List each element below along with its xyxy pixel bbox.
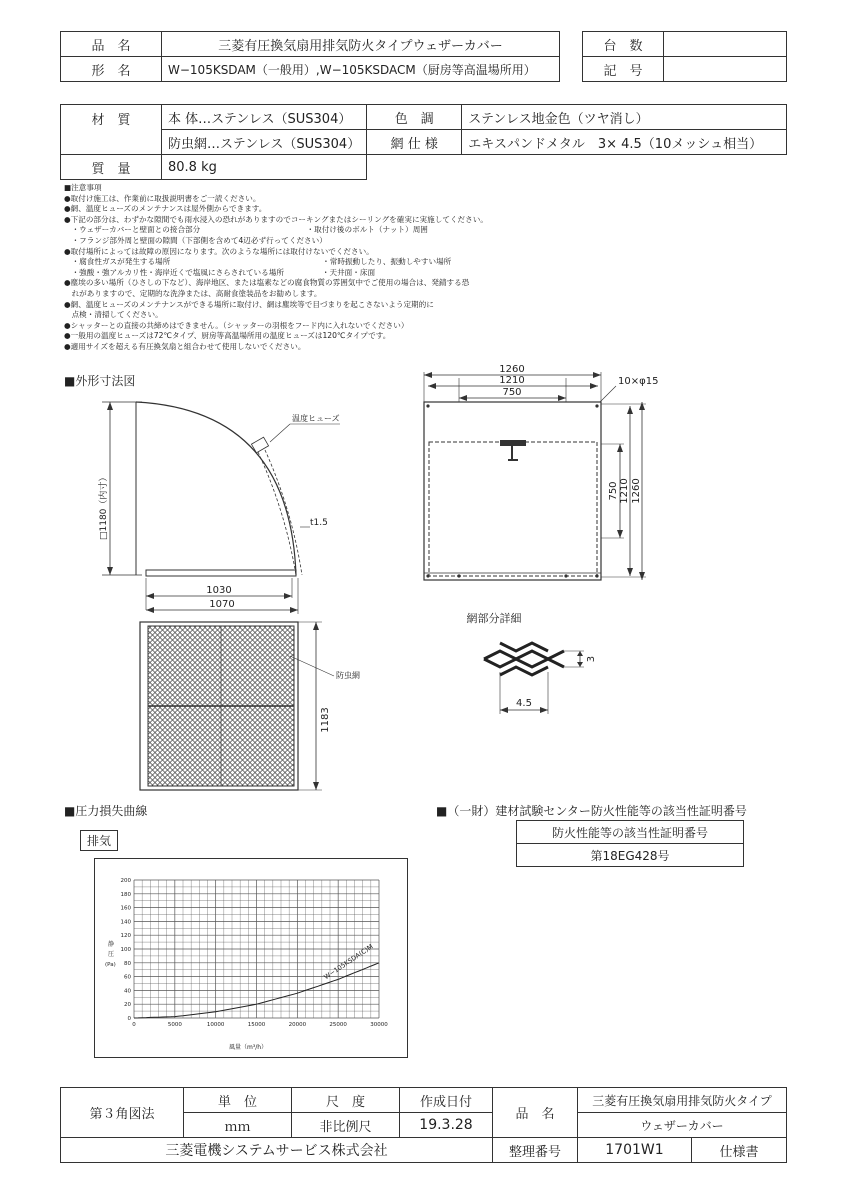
fuse-label: 温度ヒューズ	[292, 414, 340, 423]
note-line: ・フランジ部外周と壁面の隙間（下部側を含めて4辺必ず行ってください）	[64, 235, 327, 245]
xlabel: 風量（m³/h）	[229, 1044, 268, 1051]
units-label: 台 数	[583, 32, 664, 57]
front-dim-1260-top: 1260	[499, 364, 525, 375]
title-block	[60, 1087, 787, 1163]
note-line: ●取付場所によっては故障の原因になります。次のような場所には取付けないでください。	[64, 246, 374, 256]
side-view	[97, 402, 340, 614]
y-tick-label: 20	[124, 1002, 131, 1009]
front-dim-1210-top: 1210	[499, 375, 525, 386]
dimension-drawings	[0, 364, 848, 800]
date-label: 作成日付	[400, 1088, 493, 1113]
certificate-number: 第18EG428号	[517, 844, 744, 867]
x-tick-label: 15000	[247, 1022, 266, 1028]
note-line: ・腐食性ガスが発生する場所 ・常時振動したり、振動しやすい場所	[64, 257, 452, 267]
certificate-table	[516, 820, 744, 867]
front-view	[424, 364, 658, 580]
y-tick-label: 80	[124, 960, 131, 967]
note-line: ・ウェザーカバーと壁面との接合部分 ・取付け後のボルト（ナット）周囲	[64, 225, 428, 235]
x-tick-label: 10000	[206, 1022, 225, 1028]
note-line: ●網、温度ヒューズのメンテナンスは屋外側からできます。	[64, 204, 267, 214]
color-value: ステンレス地金色（ツヤ消し）	[462, 105, 787, 130]
y-tick-label: 100	[120, 947, 131, 953]
dim-1070: 1070	[209, 599, 235, 610]
exhaust-label: 排気	[80, 830, 118, 851]
mesh-dim-3: 3	[586, 655, 597, 663]
note-line: ●適用サイズを超える有圧換気扇と組合わせて使用しないでください。	[64, 341, 306, 351]
caution-notes	[64, 183, 784, 353]
thickness-label: t1.5	[310, 518, 328, 528]
y-tick-label: 180	[120, 891, 131, 898]
material-label: 材 質	[61, 105, 162, 155]
y-tick-label: 60	[124, 974, 131, 981]
note-line: ・強酸・強アルカリ性・海岸近くで塩風にさらされている場所 ・天井面・床面	[64, 267, 376, 277]
projection-method: 第３角図法	[61, 1088, 184, 1138]
doc-number-value: 1701W1	[578, 1138, 692, 1162]
chart-ticks	[121, 878, 389, 1028]
pressure-section-title: ■圧力損失曲線	[64, 804, 148, 818]
company-name: 三菱電機システムサービス株式会社	[61, 1138, 493, 1163]
y-tick-label: 40	[124, 988, 131, 995]
ylabel-2: 圧	[108, 951, 115, 958]
footer-name-label: 品 名	[493, 1088, 578, 1138]
units-value	[664, 32, 787, 57]
notes-heading: ■注意事項	[64, 183, 102, 192]
pressure-loss-chart	[94, 858, 408, 1058]
note-line: ●シャッターとの直接の共締めはできません。（シャッターの羽根をフード内に入れないでください）	[64, 320, 409, 330]
doc-number-label: 整理番号	[493, 1138, 578, 1163]
inner-dim-label: □1180（内寸）	[99, 472, 109, 540]
note-line: ●下記の部分は、わずかな隙間でも雨水浸入の恐れがありますのでコーキングまたはシーリングを確実に実施してください。	[64, 214, 488, 224]
specs-table	[60, 104, 787, 180]
bottom-view	[140, 622, 360, 790]
date-value: 19.3.28	[400, 1113, 493, 1138]
body-material: 本 体…ステンレス（SUS304）	[162, 105, 367, 130]
x-tick-label: 0	[132, 1022, 136, 1028]
mass-value: 80.8 kg	[162, 155, 367, 180]
product-label: 品 名	[61, 32, 162, 57]
product-value: 三菱有圧換気扇用排気防火タイプウェザーカバー	[162, 32, 560, 57]
note-line: ●塵埃の多い場所（ひさしの下など）、海岸地区、または塩素などの腐食物質の雰囲気中でご使用の場合は、発錆する恐	[64, 278, 470, 288]
doc-type: 仕様書	[719, 1144, 759, 1160]
ylabel-unit: (Pa)	[105, 962, 116, 968]
note-line: ●網、温度ヒューズのメンテナンスができる場所に取付け、網は塵埃等で目づまりを起こさないよう定期的に	[64, 299, 434, 309]
y-tick-label: 160	[120, 905, 131, 912]
front-dim-750-top: 750	[502, 387, 522, 398]
header-table	[60, 31, 560, 82]
model-value: W−105KSDAM（一般用）,W−105KSDACM（厨房等高温場所用）	[162, 57, 560, 82]
net-label: 防虫網	[336, 671, 360, 680]
x-tick-label: 20000	[288, 1022, 307, 1028]
y-tick-label: 0	[127, 1016, 131, 1022]
model-label: 形 名	[61, 57, 162, 82]
note-line: 点検・清掃してください。	[64, 310, 163, 320]
mesh-detail-title: 網部分詳細	[466, 612, 522, 625]
footer-name-value-1: 三菱有圧換気扇用排気防火タイプ	[578, 1088, 787, 1113]
mark-value	[664, 57, 787, 82]
dim-1183: 1183	[320, 707, 331, 733]
note-line: ●取付け施工は、作業前に取扱説明書をご一読ください。	[64, 193, 261, 203]
mesh-value: エキスパンドメタル 3× 4.5（10メッシュ相当）	[462, 130, 787, 155]
series-label: W−105KSDA(C)M	[322, 942, 375, 982]
chart-grid	[134, 880, 379, 1018]
front-dim-1260-side: 1260	[631, 478, 642, 504]
mark-label: 記 号	[583, 57, 664, 82]
x-tick-label: 5000	[167, 1022, 182, 1028]
y-tick-label: 120	[120, 933, 131, 940]
x-tick-label: 25000	[329, 1022, 347, 1028]
x-tick-label: 30000	[370, 1022, 388, 1028]
mass-label: 質 量	[61, 155, 162, 180]
certificate-col-header: 防火性能等の該当性証明番号	[517, 821, 744, 844]
note-line: れがありますので、定期的な洗浄または、高耐食塗装品をお勧めします。	[64, 288, 322, 298]
scale-value: 非比例尺	[292, 1113, 400, 1138]
scale-label: 尺 度	[292, 1088, 400, 1113]
mesh-label: 網 仕 様	[367, 130, 462, 155]
net-material: 防虫網…ステンレス（SUS304）	[162, 130, 367, 155]
drawing-section-title: ■外形寸法図	[64, 374, 136, 388]
dim-1030: 1030	[206, 585, 232, 596]
mesh-detail	[467, 611, 598, 714]
note-line: ●一般用の温度ヒューズは72℃タイプ、厨房等高温場所用の温度ヒューズは120℃タイプです。	[64, 331, 391, 341]
holes-label: 10×φ15	[618, 376, 659, 387]
certificate-heading: ■（一財）建材試験センター防火性能等の該当性証明番号	[436, 804, 747, 818]
front-dim-1210-side: 1210	[619, 478, 630, 504]
y-tick-label: 200	[120, 878, 131, 884]
units-table	[582, 31, 787, 82]
y-tick-label: 140	[120, 919, 131, 926]
ylabel-1: 静	[108, 941, 115, 948]
color-label: 色 調	[367, 105, 462, 130]
front-dim-750-side: 750	[608, 481, 619, 501]
unit-value: ｍｍ	[184, 1113, 292, 1138]
unit-label: 単 位	[184, 1088, 292, 1113]
mesh-dim-45: 4.5	[516, 698, 532, 709]
footer-name-value-2: ウェザーカバー	[578, 1113, 787, 1138]
